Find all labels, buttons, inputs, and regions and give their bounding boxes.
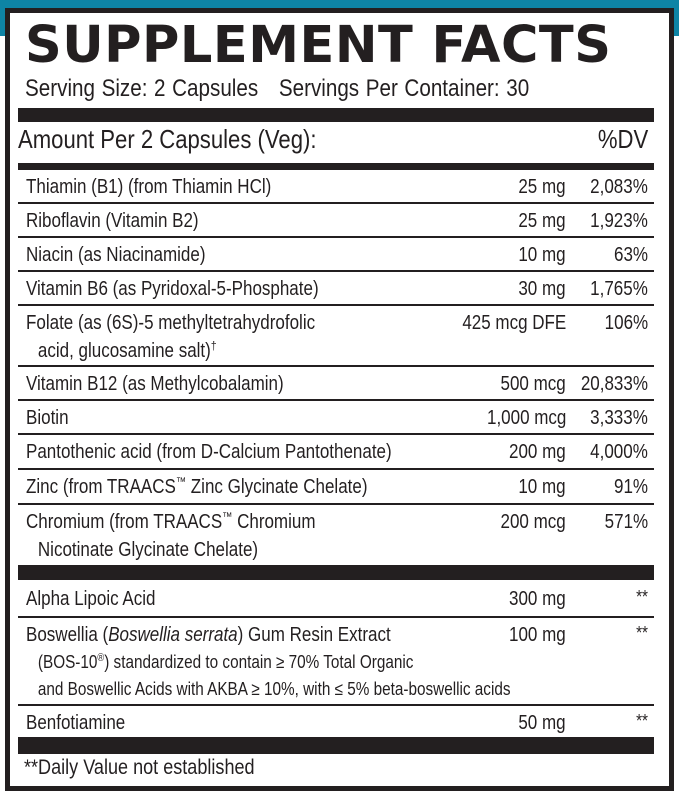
nutrient-amount: 200 mcg — [500, 511, 566, 533]
nutrient-dv: 20,833% — [580, 373, 648, 395]
nutrient-name: Zinc (from TRAACS™ Zinc Glycinate Chelate) — [26, 474, 368, 498]
dv-header-label: %DV — [597, 124, 648, 154]
nutrient-amount: 25 mg — [518, 176, 566, 198]
nutrient-name: Biotin — [26, 407, 69, 429]
trademark-mark: ™ — [222, 509, 233, 524]
divider-thick-middle — [18, 565, 654, 580]
nutrient-name: Vitamin B12 (as Methylcobalamin) — [26, 373, 284, 395]
nutrient-dv: 3,333% — [590, 407, 648, 429]
trademark-mark: ™ — [175, 474, 187, 489]
nutrient-amount: 425 mcg DFE — [462, 312, 566, 334]
divider-medium — [18, 163, 654, 170]
amount-header-row — [18, 118, 654, 160]
nutrient-name: Folate (as (6S)-5 methyltetrahydrofolic acid, glucosamine salt)† — [26, 312, 316, 362]
nutrient-row-folate — [18, 306, 654, 367]
nutrient-row-chromium — [18, 505, 654, 569]
nutrient-amount: 200 mg — [509, 441, 566, 463]
ingredient-dv: ** — [636, 711, 648, 731]
nutrient-row-pantothenic-acid — [18, 435, 654, 470]
nutrient-dv: 91% — [613, 476, 648, 498]
nutrient-row-vitamin-b12 — [18, 367, 654, 401]
serving-size: Serving Size: 2 Capsules — [25, 75, 259, 102]
ingredient-dv: ** — [636, 587, 648, 607]
nutrient-row-riboflavin — [18, 204, 654, 238]
ingredient-name: Benfotiamine — [26, 712, 126, 734]
nutrient-row-zinc — [18, 470, 654, 505]
nutrient-name: Niacin (as Niacinamide) — [26, 244, 206, 266]
ingredient-amount: 100 mg — [509, 624, 566, 646]
nutrient-dv: 4,000% — [590, 441, 648, 463]
divider-thick-bottom — [18, 737, 654, 754]
nutrient-name: Pantothenic acid (from D-Calcium Pantothenate) — [26, 441, 392, 463]
servings-per-container: Servings Per Container: 30 — [278, 75, 530, 102]
dagger-mark: † — [210, 338, 217, 353]
serving-info — [25, 73, 567, 105]
ingredient-name: Boswellia (Boswellia serrata) Gum Resin Extract (BOS-10®) standardized to contain ≥ 70% Total Organic and Boswellic Acids with AKBA ≥ 10%, with ≤ 5% beta-boswellic acids — [26, 624, 511, 699]
nutrient-dv: 2,083% — [590, 176, 648, 198]
ingredient-amount: 300 mg — [509, 588, 566, 610]
panel-title: SUPPLEMENT FACTS — [25, 16, 612, 75]
nutrient-name: Riboflavin (Vitamin B2) — [26, 210, 199, 232]
nutrient-amount: 500 mcg — [500, 373, 566, 395]
nutrient-name: Thiamin (B1) (from Thiamin HCl) — [26, 176, 272, 198]
ingredient-dv: ** — [636, 623, 648, 643]
nutrient-row-niacin — [18, 238, 654, 272]
ingredient-row-boswellia — [18, 618, 654, 706]
nutrient-row-thiamin — [18, 170, 654, 204]
nutrient-dv: 1,923% — [590, 210, 648, 232]
ingredient-row-alpha-lipoic-acid — [18, 582, 654, 618]
nutrient-amount: 30 mg — [518, 278, 566, 300]
vitamin-rows — [18, 170, 654, 569]
nutrient-amount: 25 mg — [518, 210, 566, 232]
nutrient-amount: 1,000 mcg — [486, 407, 566, 429]
footnote-daily-value: **Daily Value not established — [24, 756, 255, 779]
ingredient-row-benfotiamine — [18, 706, 654, 740]
latin-name: Boswellia serrata — [108, 624, 238, 646]
amount-header-label: Amount Per 2 Capsules (Veg): — [18, 124, 317, 154]
nutrient-name: Vitamin B6 (as Pyridoxal-5-Phosphate) — [26, 278, 319, 300]
nutrient-name: Chromium (from TRAACS™ Chromium Nicotinate Glycinate Chelate) — [26, 509, 316, 561]
nutrient-dv: 571% — [604, 511, 648, 533]
nutrient-amount: 10 mg — [518, 476, 566, 498]
nutrient-amount: 10 mg — [518, 244, 566, 266]
nutrient-row-vitamin-b6 — [18, 272, 654, 306]
nutrient-dv: 106% — [604, 312, 648, 334]
nutrient-dv: 1,765% — [590, 278, 648, 300]
nutrient-row-biotin — [18, 401, 654, 435]
ingredient-amount: 50 mg — [518, 712, 566, 734]
nutrient-dv: 63% — [613, 244, 648, 266]
ingredient-name: Alpha Lipoic Acid — [26, 588, 156, 610]
other-ingredient-rows — [18, 582, 654, 740]
registered-mark: ® — [97, 652, 105, 664]
